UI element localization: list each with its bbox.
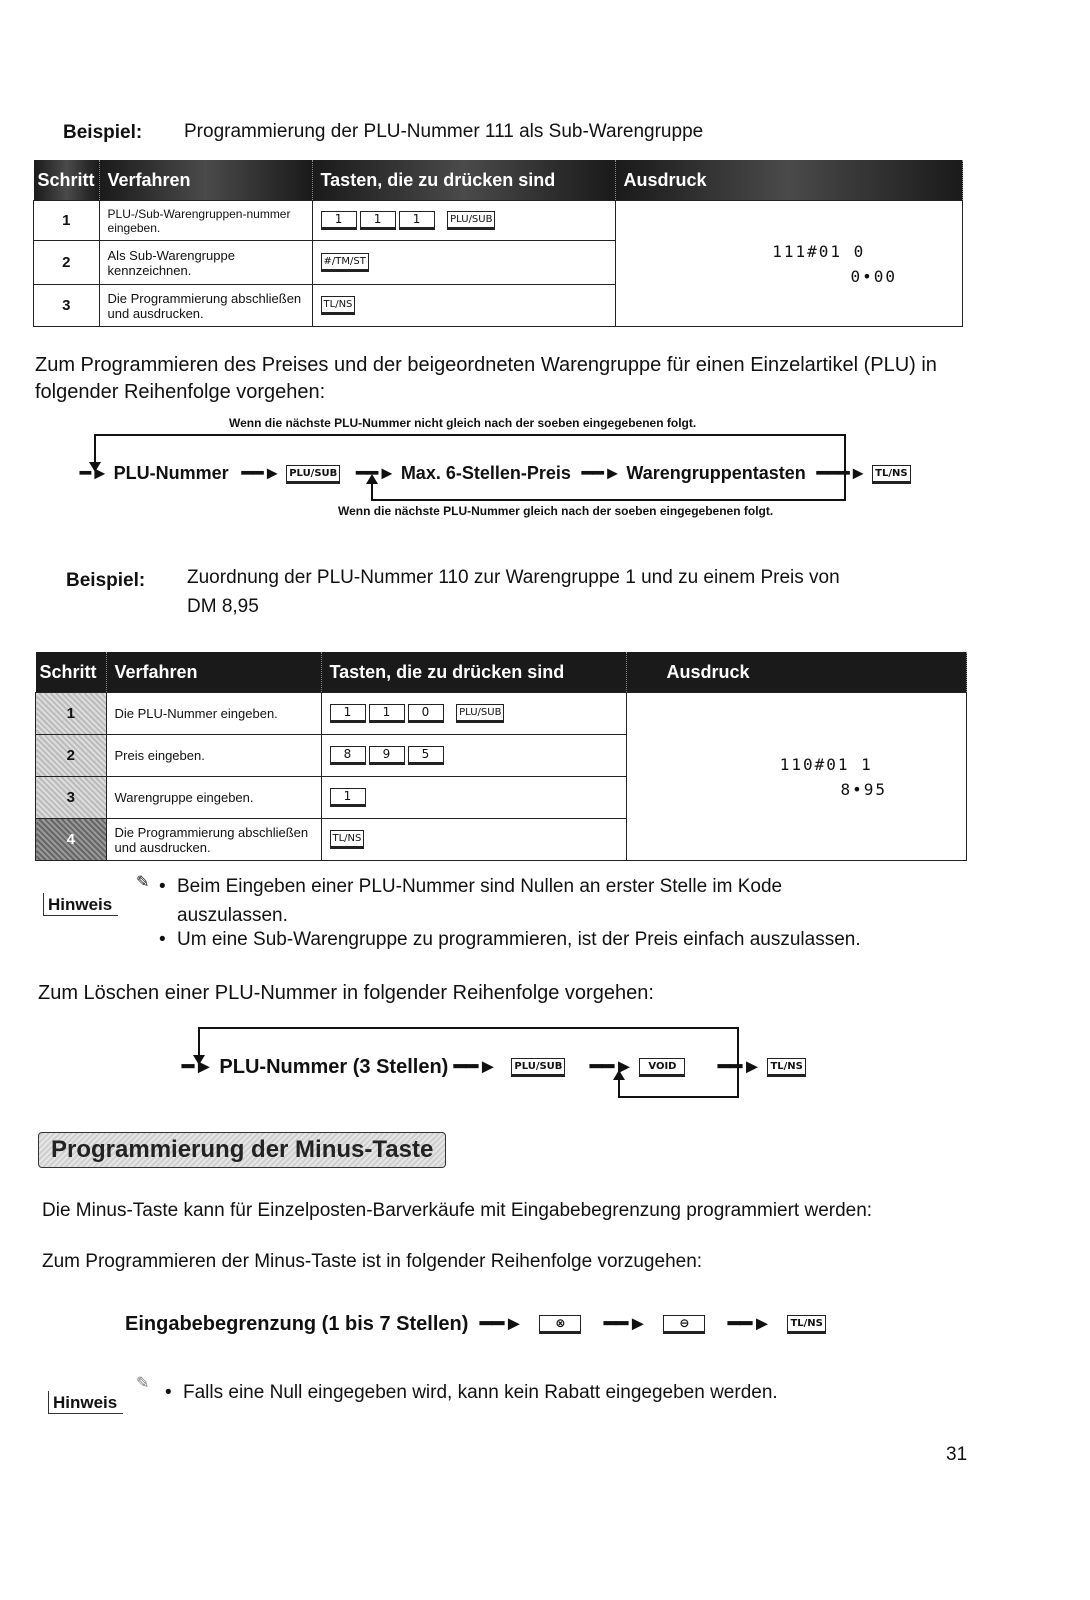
arrow-icon: ━━► [727, 1313, 772, 1335]
void-key: VOID [639, 1058, 685, 1077]
number-key: 8 [330, 746, 366, 765]
table2-header-proc: Verfahren [106, 652, 321, 693]
arrow-icon: ━━► [603, 1313, 648, 1335]
table2-header-keys: Tasten, die zu drücken sind [321, 652, 626, 693]
step-number: 3 [34, 285, 100, 327]
minus-intro: Zum Programmieren der Minus-Taste ist in folgender Reihenfolge vorzugehen: [42, 1251, 703, 1272]
step-number: 4 [36, 819, 107, 861]
number-key: 1 [330, 704, 366, 723]
printout-line2: 0•00 [850, 266, 898, 286]
arrow-icon: ━━► [718, 1056, 762, 1078]
minus-key: ⊖ [663, 1315, 705, 1334]
number-key: 1 [369, 704, 405, 723]
plu-sub-key: PLU/SUB [511, 1058, 565, 1077]
number-key: 5 [408, 746, 444, 765]
tl-ns-key: TL/NS [330, 830, 365, 849]
table1-header-step: Schritt [34, 160, 100, 201]
arrow-icon: ━► [80, 463, 109, 483]
step-procedure: Die PLU-Nummer eingeben. [106, 693, 321, 735]
flow2 [182, 1054, 809, 1079]
minus-description: Die Minus-Taste kann für Einzelposten-Barverkäufe mit Eingabebegrenzung programmiert werden: [42, 1200, 873, 1221]
arrow-icon: ━━► [453, 1056, 498, 1078]
pencil-icon: ✎ [136, 1375, 150, 1392]
tl-ns-key: TL/NS [872, 465, 910, 484]
number-key: 9 [369, 746, 405, 765]
step-procedure: PLU-/Sub-Warengruppen-nummer eingeben. [99, 201, 312, 241]
arrow-icon: ━━► [581, 463, 622, 483]
step-procedure: Preis eingeben. [106, 735, 321, 777]
table2-header-output: Ausdruck [626, 652, 967, 693]
table1-header-proc: Verfahren [99, 160, 312, 201]
example1-text: Programmierung der PLU-Nummer 111 als Sub-Warengruppe [184, 121, 704, 142]
arrow-icon: ━━► [589, 1056, 634, 1078]
hinweis1-bullet1-line1: Beim Eingeben einer PLU-Nummer sind Nullen an erster Stelle im Kode [177, 876, 783, 897]
bullet-dot: • [159, 876, 166, 897]
example2-text-line2: DM 8,95 [187, 596, 259, 617]
step-number: 3 [36, 777, 107, 819]
printout-line2: 8•95 [840, 779, 888, 799]
flow1-top-note: Wenn die nächste PLU-Nummer nicht gleich nach der soeben eingegebenen folgt. [229, 416, 697, 430]
hinweis1-bullet2: Um eine Sub-Warengruppe zu programmieren, ist der Preis einfach auszulassen. [177, 929, 861, 950]
step-procedure: Die Programmierung abschließen und ausdrucken. [99, 285, 312, 327]
step-procedure: Die Programmierung abschließen und ausdrucken. [106, 819, 321, 861]
step-procedure: Warengruppe eingeben. [106, 777, 321, 819]
bullet-dot: • [165, 1382, 172, 1403]
plu-sub-key: PLU/SUB [447, 211, 495, 230]
step-number: 1 [36, 693, 107, 735]
table2-header-step: Schritt [36, 652, 107, 693]
hinweis2-bullet1: Falls eine Null eingegeben wird, kann kein Rabatt eingegeben werden. [183, 1382, 778, 1403]
arrow-icon: ━━► [241, 463, 282, 483]
tm-st-key: #/TM/ST [321, 253, 369, 272]
plu-sub-key: PLU/SUB [456, 704, 504, 723]
step-procedure: Als Sub-Warengruppe kennzeichnen. [99, 241, 312, 285]
arrow-icon: ━► [182, 1056, 214, 1078]
arrow-icon: ━━━► [816, 463, 868, 483]
flow2-step1: PLU-Nummer (3 Stellen) [219, 1056, 449, 1078]
number-key: 1 [360, 211, 396, 230]
hinweis-label: Hinweis [43, 893, 118, 916]
intro-paragraph: Zum Programmieren des Preises und der beigeordneten Warengruppe für einen Einzelartikel (PLU) in folgender Reihenfolge vorgehen: [35, 354, 937, 403]
table1-header-keys: Tasten, die zu drücken sind [312, 160, 615, 201]
number-key: 0 [408, 704, 444, 723]
tl-ns-key: TL/NS [321, 296, 356, 315]
step-number: 2 [36, 735, 107, 777]
printout-line1: 110#01 1 [779, 754, 873, 774]
step-number: 1 [34, 201, 100, 241]
flow1-bottom-note: Wenn die nächste PLU-Nummer gleich nach der soeben eingegebenen folgt. [338, 504, 774, 518]
tl-ns-key: TL/NS [767, 1058, 805, 1077]
pencil-icon: ✎ [136, 874, 150, 891]
flow1-step1: PLU-Nummer [113, 463, 229, 483]
flow3-step1: Eingabebegrenzung (1 bis 7 Stellen) [125, 1313, 469, 1335]
example2-label: Beispiel: [66, 570, 146, 591]
flow1-step3: Warengruppentasten [626, 463, 806, 483]
number-key: 1 [321, 211, 357, 230]
page-number: 31 [946, 1444, 968, 1465]
arrow-icon: ━━► [479, 1313, 524, 1335]
flow3 [125, 1311, 829, 1336]
step-number: 2 [34, 241, 100, 285]
bullet-dot: • [159, 929, 166, 950]
example2-text-line1: Zuordnung der PLU-Nummer 110 zur Warengruppe 1 und zu einem Preis von [187, 567, 840, 588]
table1-header-output: Ausdruck [615, 160, 962, 201]
flow1-step2: Max. 6-Stellen-Preis [400, 463, 571, 483]
hinweis-label: Hinweis [48, 1391, 123, 1414]
plu-sub-key: PLU/SUB [286, 465, 340, 484]
number-key: 1 [330, 788, 366, 807]
multiply-key: ⊗ [539, 1315, 581, 1334]
tl-ns-key: TL/NS [787, 1315, 825, 1334]
example1-label: Beispiel: [63, 122, 143, 143]
delete-intro: Zum Löschen einer PLU-Nummer in folgender Reihenfolge vorgehen: [38, 982, 654, 1004]
number-key: 1 [399, 211, 435, 230]
hinweis1-bullet1-line2: auszulassen. [177, 905, 288, 926]
printout-line1: 111#01 0 [772, 241, 866, 261]
section-title: Programmierung der Minus-Taste [38, 1132, 446, 1168]
arrow-icon: ━━► [356, 463, 396, 483]
